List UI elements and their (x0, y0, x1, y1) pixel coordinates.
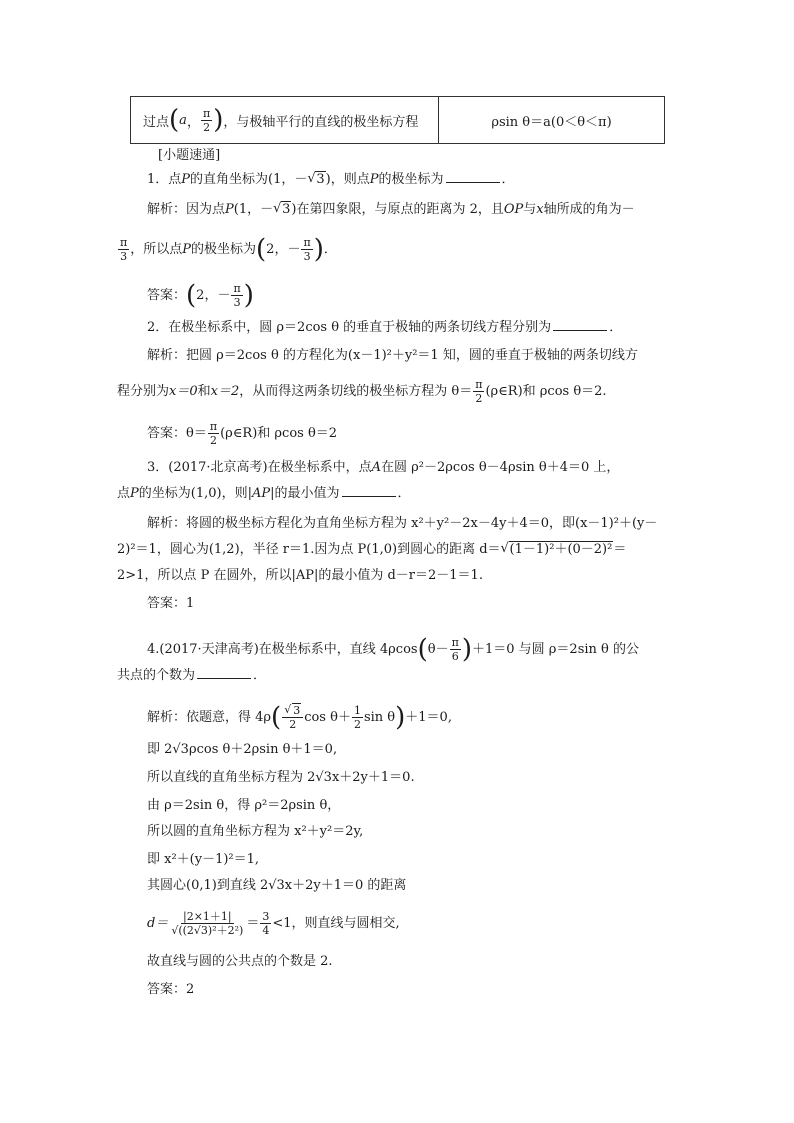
num: π (202, 106, 211, 120)
table-cell-condition: 过点 ( a ， $\frac{\pi}{2}$ ) ，与极轴平行的直线的极坐标方程 (131, 97, 439, 143)
paren: ) (461, 634, 472, 665)
paren: ) (313, 234, 324, 265)
t: ＝ (613, 542, 627, 557)
answer-blank (553, 318, 607, 331)
q1-solution-2 (117, 236, 337, 263)
t: 1．点 (147, 172, 182, 187)
fraction (473, 378, 484, 405)
t: 点 (117, 486, 131, 501)
q4-answer: 答案：2 (147, 982, 195, 997)
q4-solution-8 (147, 910, 400, 937)
t: 4 (262, 924, 270, 937)
paren: ( (271, 702, 282, 733)
q3-stem-2 (117, 484, 411, 504)
t: 3 (262, 910, 270, 923)
t: 3．(2017·北京高考)在极坐标系中，点 (147, 460, 372, 475)
t: √((2√3)²＋2²) (171, 924, 244, 937)
t: ． (323, 242, 337, 257)
t: 轴所成的角为－ (543, 202, 635, 217)
q3-solution-2 (117, 540, 626, 560)
fraction (450, 636, 461, 663)
fraction (352, 704, 363, 731)
paren-right: ) (213, 105, 224, 135)
q3-solution-3: 2>1，所以点 P 在圆外，所以|AP|的最小值为 d－r＝2－1＝1. (117, 568, 483, 583)
q4-stem (147, 636, 639, 663)
t: π (233, 282, 241, 295)
q3-solution: 解析：将圆的极坐标方程化为直角坐标方程为 x²＋y²－2x－4y＋4＝0，即(x－1)²＋(y－ (147, 516, 658, 531)
q3-answer: 答案：1 (147, 596, 195, 611)
q1-solution (147, 200, 635, 220)
paren: ( (186, 280, 197, 311)
t: ． (609, 320, 623, 335)
var-a: a (179, 112, 187, 128)
t: (ρ∈R)和 ρcos θ＝2. (485, 384, 607, 399)
t: 3 (120, 250, 128, 263)
t: π (120, 236, 128, 249)
t: 的极坐标为 (378, 172, 444, 187)
t: π (475, 378, 483, 391)
t: )在第四象限，与原点的距离为 2，且 (291, 202, 504, 217)
q4-solution-4: 由 ρ＝2sin θ，得 ρ²＝2ρsin θ， (147, 798, 341, 813)
t: 2 (353, 718, 361, 731)
fraction (301, 236, 312, 263)
t: 与 (523, 202, 537, 217)
t: P (130, 486, 139, 501)
q4-solution-7: 其圆心(0,1)到直线 2√3x＋2y＋1＝0 的距离 (147, 878, 407, 893)
t: x＝0 (169, 384, 198, 399)
fraction (118, 236, 129, 263)
sqrt (273, 200, 291, 220)
table-cell-equation (439, 97, 664, 143)
t: 1 (353, 704, 361, 717)
q4-solution-5: 所以圆的直角坐标方程为 x²＋y²＝2y, (147, 824, 364, 839)
t: |2×1＋1| (183, 910, 232, 923)
t: 6 (451, 650, 459, 663)
t: )，则点 (325, 172, 370, 187)
t: π (451, 636, 459, 649)
t: (1－1)²＋(0－2)² (509, 542, 613, 557)
t: ． (501, 172, 515, 187)
t: 2 (209, 434, 217, 447)
section-title: [小题速通] (158, 148, 221, 163)
sqrt (307, 170, 325, 190)
t: 答案： (147, 288, 187, 303)
t: 2，－ (196, 288, 231, 303)
paren: ) (243, 280, 254, 311)
t: 和 (197, 384, 211, 399)
q1-stem (147, 170, 515, 190)
t: ＝ (246, 916, 260, 931)
t: ，所以点 (130, 242, 183, 257)
t: π (303, 236, 311, 249)
t: cos θ＋ (304, 710, 351, 725)
sqrt (501, 540, 614, 560)
t: 的坐标为(1,0)，则| (138, 486, 252, 501)
q4-solution-1 (147, 704, 452, 731)
t: AP (251, 486, 271, 501)
q2-stem (147, 318, 622, 338)
answer-blank (446, 170, 500, 183)
q2-solution: 解析：把圆 ρ＝2cos θ 的方程化为(x－1)²＋y²＝1 知，圆的垂直于极轴的两条切线方 (147, 348, 638, 363)
equation: ρsin θ＝a(0＜θ＜π) (491, 114, 612, 130)
t: 4.(2017·天津高考)在极坐标系中，直线 4ρcos (147, 642, 418, 657)
t: ． (397, 486, 411, 501)
t: ＋1＝0 与圆 ρ＝2sin θ 的公 (471, 642, 639, 657)
q4-solution-9: 故直线与圆的公共点的个数是 2. (147, 954, 333, 969)
q3-stem (147, 458, 619, 478)
t: sin θ (363, 710, 396, 725)
q4-solution-2: 即 2√3ρcos θ＋2ρsin θ＋1＝0, (147, 742, 338, 757)
t: (ρ∈R)和 ρcos θ＝2 (220, 426, 338, 441)
t: x (536, 202, 544, 217)
t: 3 (303, 250, 311, 263)
paren: ( (417, 634, 428, 665)
fraction (208, 420, 219, 447)
t: π (209, 420, 218, 433)
t: (1，－ (233, 202, 274, 217)
t: 2 (289, 718, 297, 731)
answer-blank (342, 484, 396, 497)
t: P (225, 202, 234, 217)
t: 2，－ (266, 242, 301, 257)
num (282, 704, 303, 718)
t: θ－ (427, 642, 449, 657)
t: ＋1＝0, (405, 710, 452, 725)
q2-answer (147, 420, 337, 447)
q4-solution-6: 即 x²＋(y－1)²＝1, (147, 852, 260, 867)
paren: ( (256, 234, 267, 265)
t: 3 (316, 172, 325, 187)
text: ，与极轴平行的直线的极坐标方程 (223, 114, 419, 130)
t: 的极坐标为 (191, 242, 257, 257)
q4-stem-2 (117, 666, 266, 686)
t: 2 (475, 392, 483, 405)
fraction (201, 107, 212, 134)
t: d＝ (147, 916, 169, 931)
t: P (181, 172, 191, 187)
text: 过点 (143, 114, 170, 130)
den: 2 (203, 120, 211, 134)
paren: ) (395, 702, 406, 733)
t: OP (503, 202, 524, 217)
sqrt (284, 704, 301, 717)
t: 程分别为 (117, 384, 170, 399)
fraction (169, 910, 245, 937)
t: 在圆 ρ²－2ρcos θ－4ρsin θ＋4＝0 上， (381, 460, 620, 475)
t: ，从而得这两条切线的极坐标方程为 θ＝ (239, 384, 473, 399)
answer-blank (197, 666, 251, 679)
q2-solution-2 (117, 378, 607, 405)
t: 2)²＝1，圆心为(1,2)，半径 r＝1.因为点 P(1,0)到圆心的距离 d＝ (117, 542, 501, 557)
t: 3 (233, 296, 241, 309)
t: |的最小值为 (270, 486, 340, 501)
q4-solution-3: 所以直线的直角坐标方程为 2√3x＋2y＋1＝0. (147, 770, 415, 785)
fraction (231, 282, 242, 309)
paren-left: ( (169, 105, 180, 135)
formula-table (130, 96, 665, 144)
t: A (371, 460, 382, 475)
t: 3 (282, 202, 291, 217)
t: 解析：因为点 (147, 202, 226, 217)
t: ． (253, 668, 267, 683)
t: <1，则直线与圆相交, (272, 916, 400, 931)
t: 解析：依题意，得 4ρ (147, 710, 272, 725)
t: P (182, 242, 191, 257)
t: 的直角坐标为(1，－ (190, 172, 308, 187)
fraction (282, 704, 303, 731)
t: 共点的个数为 (117, 668, 196, 683)
t: 2．在极坐标系中，圆 ρ＝2cos θ 的垂直于极轴的两条切线方程分别为 (147, 320, 552, 335)
t: 答案：θ＝ (147, 426, 207, 441)
t: P (369, 172, 379, 187)
fraction (260, 910, 271, 937)
t: 3 (293, 704, 301, 717)
t: x＝2 (210, 384, 240, 399)
q1-answer (147, 282, 254, 309)
